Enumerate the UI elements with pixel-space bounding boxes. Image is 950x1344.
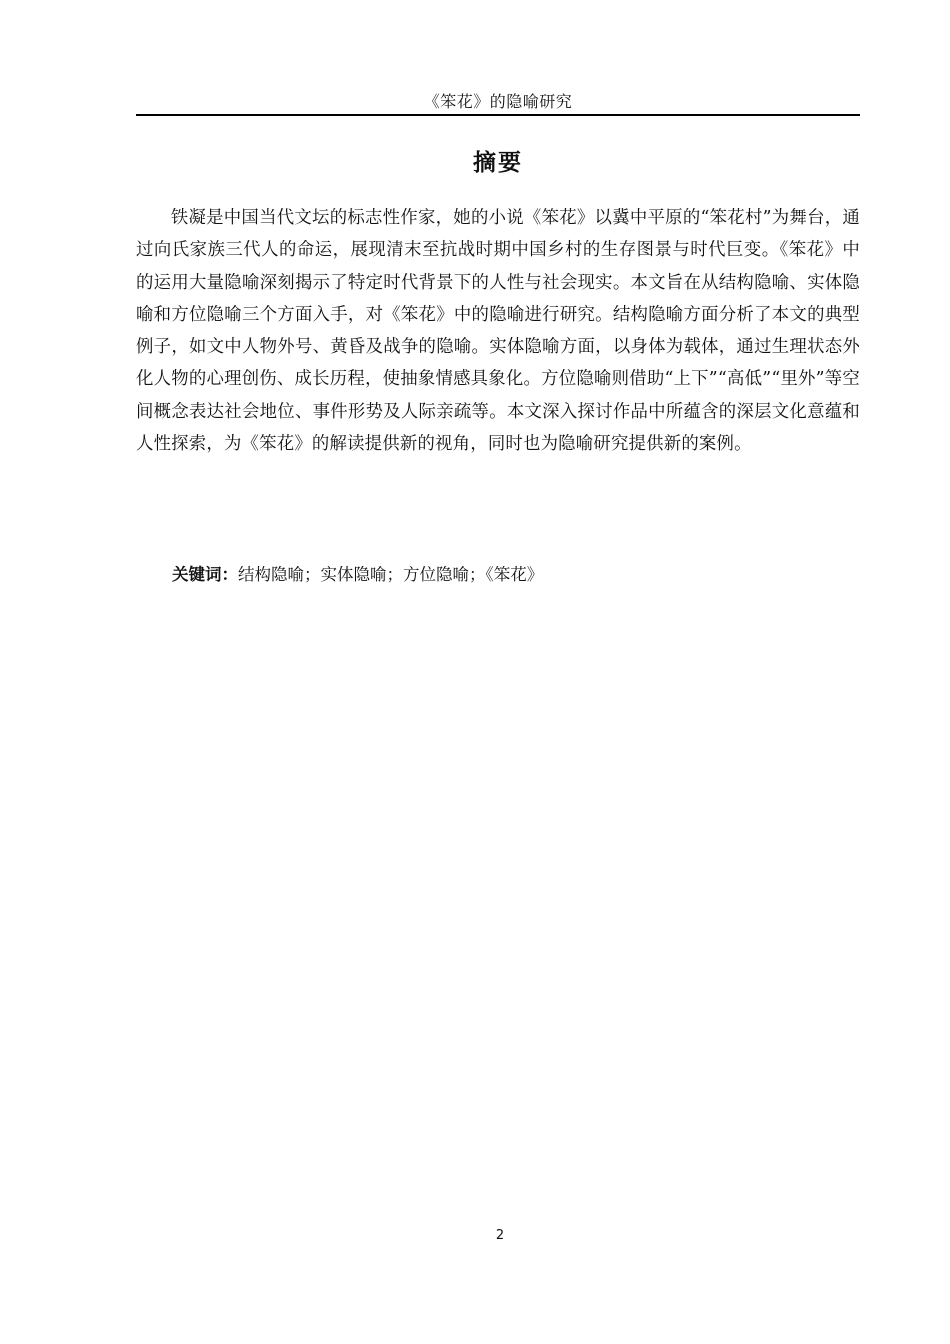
abstract-paragraph: 铁凝是中国当代文坛的标志性作家，她的小说《笨花》以冀中平原的“笨花村”为舞台，通过向氏家族三代人的命运，展现清末至抗战时期中国乡村的生存图景与时代巨变。《笨花》中的运用大量隐喻深刻揭示了特定时代背景下的人性与社会现实。本文旨在从结构隐喻、实体隐喻和方位隐喻三个方面入手，对《笨花》中的隐喻进行研究。结构隐喻方面分析了本文的典型例子，如文中人物外号、黄昏及战争的隐喻。实体隐喻方面，以身体为载体，通过生理状态外化人物的心理创伤、成长历程，使抽象情感具象化。方位隐喻则借助“上下”“高低”“里外”等空间概念表达社会地位、事件形势及人际亲疏等。本文深入探讨作品中所蕴含的深层文化意蕴和人性探索，为《笨花》的解读提供新的视角，同时也为隐喻研究提供新的案例。 — [136, 208, 860, 455]
keywords-label: 关键词： — [172, 565, 238, 584]
abstract-heading: 摘要 — [473, 150, 523, 176]
keywords-text: 结构隐喻；实体隐喻；方位隐喻；《笨花》 — [238, 565, 544, 584]
page-number: 2 — [495, 1228, 505, 1243]
keywords-line — [172, 561, 862, 589]
running-header — [136, 90, 860, 116]
running-title: 《笨花》的隐喻研究 — [423, 92, 573, 111]
